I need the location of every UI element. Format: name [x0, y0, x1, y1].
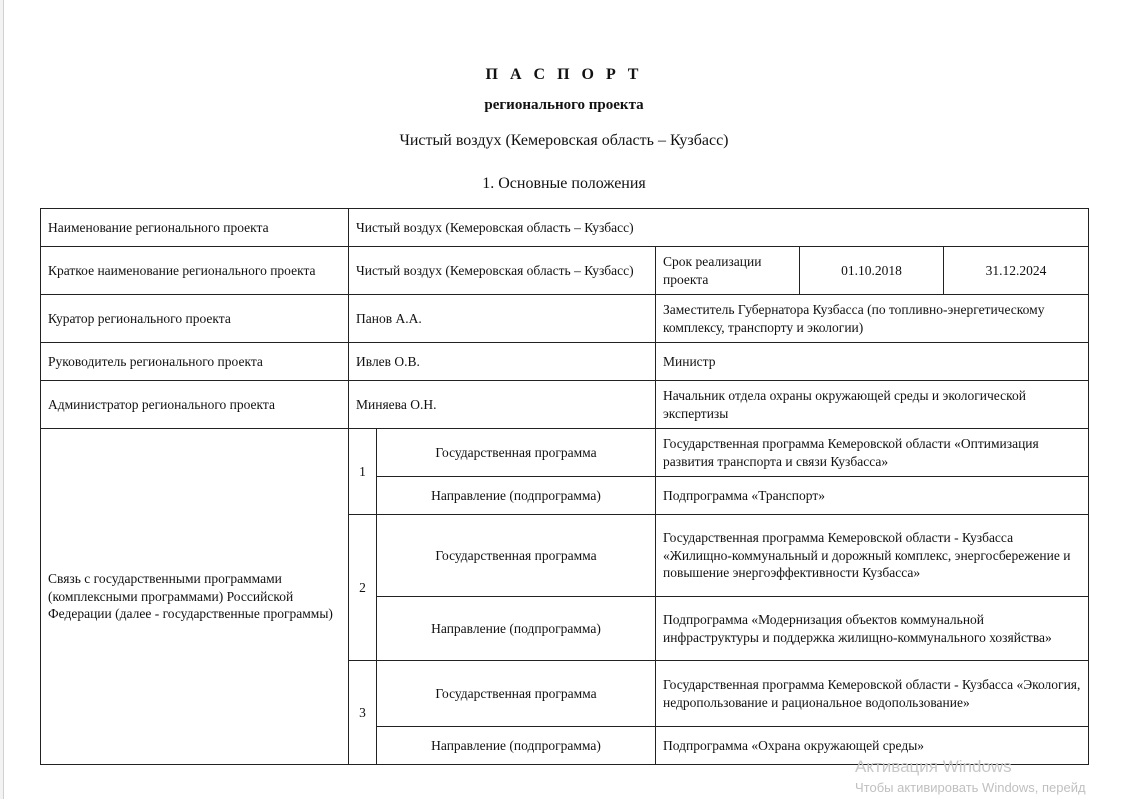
direction-category-label: Направление (подпрограмма)	[377, 597, 656, 661]
table-row	[41, 247, 1089, 295]
project-name-heading: Чистый воздух (Кемеровская область – Кузбасс)	[399, 132, 729, 149]
program-number: 1	[349, 429, 377, 515]
direction-category-label: Направление (подпрограмма)	[377, 477, 656, 515]
end-date: 31.12.2024	[944, 247, 1089, 295]
program-value: Государственная программа Кемеровской области - Кузбасса «Экология, недропользование и рациональное водопользование»	[656, 661, 1089, 727]
program-number: 3	[349, 661, 377, 765]
head-position: Министр	[656, 343, 1089, 381]
program-category-label: Государственная программа	[377, 515, 656, 597]
activation-watermark: Активация Windows	[855, 757, 1012, 776]
document-subtitle: регионального проекта	[484, 97, 644, 113]
direction-value: Подпрограмма «Модернизация объектов коммунальной инфраструктуры и поддержка жилищно-коммунального хозяйства»	[656, 597, 1089, 661]
table-row	[41, 295, 1089, 343]
section-heading: 1. Основные положения	[482, 175, 646, 192]
admin-position: Начальник отдела охраны окружающей среды и экологической экспертизы	[656, 381, 1089, 429]
program-value: Государственная программа Кемеровской области - Кузбасса «Жилищно-коммунальный и дорожный комплекс, энергосбережение и повышение энергоэффективности Кузбасса»	[656, 515, 1089, 597]
head-name: Ивлев О.В.	[349, 343, 656, 381]
table-row	[41, 209, 1089, 247]
admin-name: Миняева О.Н.	[349, 381, 656, 429]
programs-label: Связь с государственными программами (комплексными программами) Российской Федерации (далее - государственные программы)	[41, 429, 349, 765]
start-date: 01.10.2018	[800, 247, 944, 295]
row-name-value: Чистый воздух (Кемеровская область – Кузбасс)	[349, 209, 1089, 247]
admin-label: Администратор регионального проекта	[41, 381, 349, 429]
program-category-label: Государственная программа	[377, 429, 656, 477]
program-number: 2	[349, 515, 377, 661]
table-row	[41, 429, 1089, 477]
row-name-label: Наименование регионального проекта	[41, 209, 349, 247]
curator-position: Заместитель Губернатора Кузбасса (по топливно-энергетическому комплексу, транспорту и экологии)	[656, 295, 1089, 343]
activation-watermark-hint: Чтобы активировать Windows, перейд	[855, 780, 1086, 795]
row-short-label: Краткое наименование регионального проекта	[41, 247, 349, 295]
program-value: Государственная программа Кемеровской области «Оптимизация развития транспорта и связи Кузбасса»	[656, 429, 1089, 477]
program-category-label: Государственная программа	[377, 661, 656, 727]
curator-name: Панов А.А.	[349, 295, 656, 343]
term-label: Срок реализации проекта	[656, 247, 800, 295]
direction-value: Подпрограмма «Охрана окружающей среды»	[656, 727, 1089, 765]
curator-label: Куратор регионального проекта	[41, 295, 349, 343]
table-row	[41, 343, 1089, 381]
head-label: Руководитель регионального проекта	[41, 343, 349, 381]
direction-category-label: Направление (подпрограмма)	[377, 727, 656, 765]
document-title: П А С П О Р Т	[485, 66, 643, 83]
passport-table	[40, 208, 1089, 765]
direction-value: Подпрограмма «Транспорт»	[656, 477, 1089, 515]
row-short-value: Чистый воздух (Кемеровская область – Кузбасс)	[349, 247, 656, 295]
table-row	[41, 381, 1089, 429]
